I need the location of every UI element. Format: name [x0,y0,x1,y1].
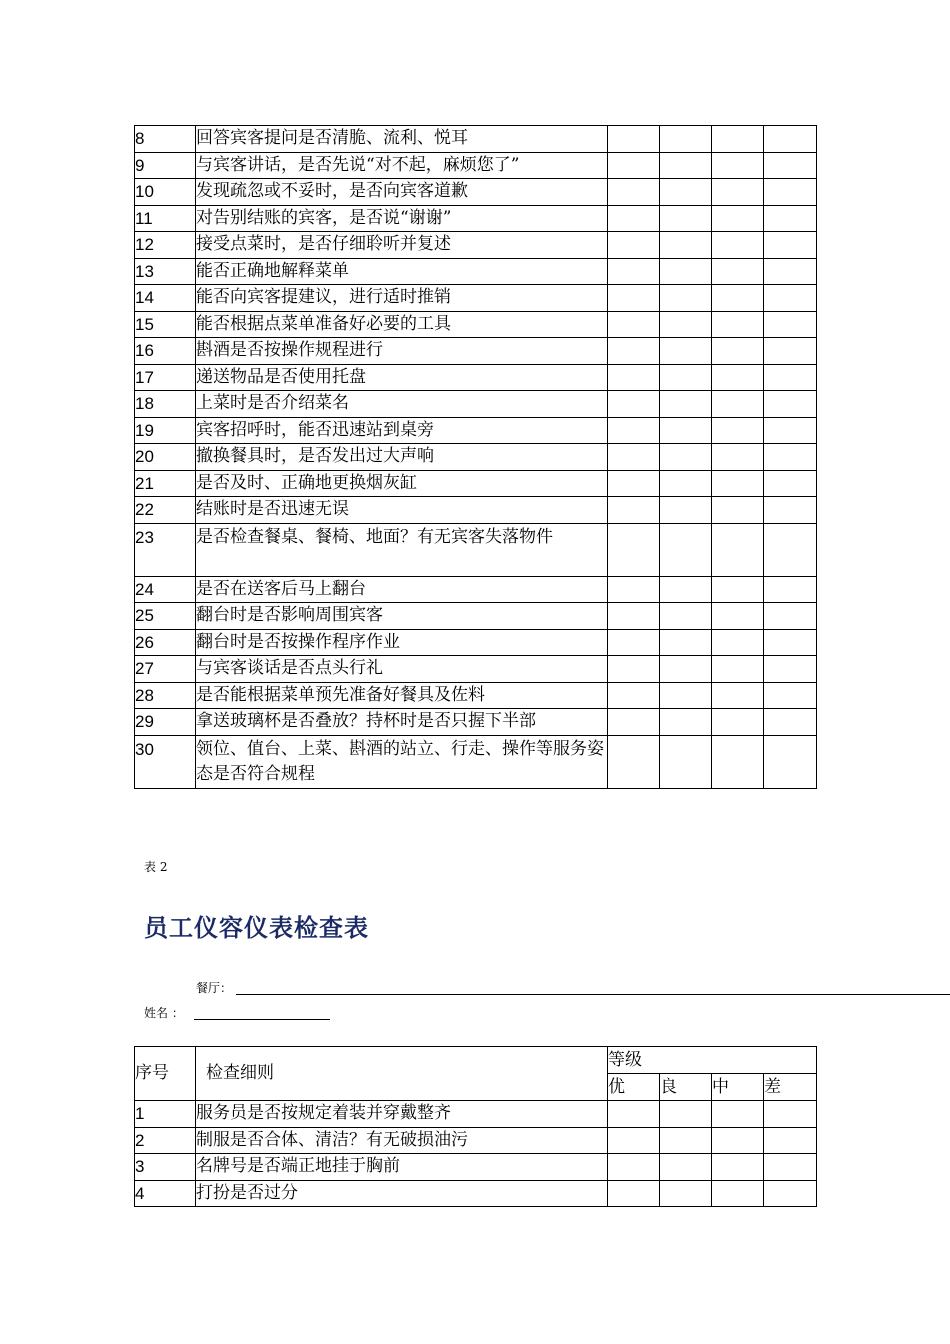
grade-cell-excellent[interactable] [608,258,660,285]
grade-cell-good[interactable] [660,338,712,365]
grade-cell-poor[interactable] [764,709,817,736]
grade-cell-average[interactable] [712,709,764,736]
grade-cell-poor[interactable] [764,497,817,524]
row-number: 9 [135,152,196,179]
row-number: 12 [135,232,196,259]
table-label: 表 2 [144,860,168,874]
check-item-text: 名牌号是否端正地挂于胸前 [196,1154,608,1181]
document-title: 员工仪容仪表检查表 [144,914,369,942]
grade-cell-average[interactable] [712,391,764,418]
grade-cell-poor[interactable] [764,656,817,683]
grade-cell-excellent[interactable] [608,629,660,656]
grade-cell-excellent[interactable] [608,285,660,312]
grade-cell-poor[interactable] [764,1154,817,1181]
grade-cell-average[interactable] [712,444,764,471]
table-row [135,258,817,285]
grade-cell-average[interactable] [712,470,764,497]
grade-cell-good[interactable] [660,311,712,338]
grade-cell-excellent[interactable] [608,152,660,179]
grade-cell-good[interactable] [660,576,712,603]
table-row [135,576,817,603]
grade-cell-good[interactable] [660,1127,712,1154]
grade-cell-average[interactable] [712,205,764,232]
grade-cell-excellent[interactable] [608,682,660,709]
grade-cell-poor[interactable] [764,311,817,338]
grade-cell-excellent[interactable] [608,417,660,444]
grade-cell-excellent[interactable] [608,232,660,259]
row-number: 11 [135,205,196,232]
check-item-text: 撤换餐具时，是否发出过大声响 [196,444,608,471]
grade-cell-poor[interactable] [764,682,817,709]
grade-cell-average[interactable] [712,1127,764,1154]
grade-cell-good[interactable] [660,179,712,206]
table-row [135,444,817,471]
header-grade-poor: 差 [764,1074,817,1101]
row-number: 24 [135,576,196,603]
table-row [135,391,817,418]
check-item-text: 与宾客谈话是否点头行礼 [196,656,608,683]
grade-cell-good[interactable] [660,126,712,153]
grade-cell-good[interactable] [660,444,712,471]
grade-cell-excellent[interactable] [608,603,660,630]
table-row [135,311,817,338]
table-row [135,735,817,788]
table-row [135,338,817,365]
grade-cell-excellent[interactable] [608,497,660,524]
row-number: 26 [135,629,196,656]
grade-cell-good[interactable] [660,735,712,788]
grade-cell-average[interactable] [712,523,764,576]
row-number: 13 [135,258,196,285]
grade-cell-good[interactable] [660,205,712,232]
grade-cell-excellent[interactable] [608,656,660,683]
check-item-text: 是否检查餐桌、餐椅、地面？有无宾客失落物件 [196,523,608,576]
check-item-text: 回答宾客提问是否清脆、流利、悦耳 [196,126,608,153]
row-number: 25 [135,603,196,630]
grade-cell-average[interactable] [712,629,764,656]
restaurant-field [196,979,232,996]
table-row [135,285,817,312]
table-row [135,179,817,206]
row-number: 18 [135,391,196,418]
grade-cell-good[interactable] [660,1180,712,1207]
row-number: 21 [135,470,196,497]
grade-cell-good[interactable] [660,603,712,630]
row-number: 16 [135,338,196,365]
grade-cell-poor[interactable] [764,444,817,471]
inspection-table-continued [134,125,817,789]
table-row [135,682,817,709]
check-item-text: 领位、值台、上菜、斟酒的站立、行走、操作等服务姿态是否符合规程 [196,735,608,788]
restaurant-label: 餐厅： [196,981,233,995]
grade-cell-excellent[interactable] [608,311,660,338]
row-number: 3 [135,1154,196,1181]
grade-cell-average[interactable] [712,364,764,391]
grade-cell-poor[interactable] [764,338,817,365]
check-item-text: 能否向宾客提建议，进行适时推销 [196,285,608,312]
table-row [135,364,817,391]
header-grade: 等级 [608,1047,817,1074]
grade-cell-excellent[interactable] [608,205,660,232]
grade-cell-poor[interactable] [764,735,817,788]
table-row [135,1127,817,1154]
table-row [135,232,817,259]
grade-cell-good[interactable] [660,285,712,312]
row-number: 23 [135,523,196,576]
grade-cell-poor[interactable] [764,258,817,285]
grade-cell-excellent[interactable] [608,470,660,497]
check-item-text: 上菜时是否介绍菜名 [196,391,608,418]
table-row [135,523,817,576]
grade-cell-good[interactable] [660,152,712,179]
grade-cell-average[interactable] [712,603,764,630]
restaurant-blank-line[interactable] [236,993,950,995]
grade-cell-poor[interactable] [764,179,817,206]
check-item-text: 斟酒是否按操作规程进行 [196,338,608,365]
grade-cell-poor[interactable] [764,126,817,153]
grade-cell-average[interactable] [712,311,764,338]
grade-cell-excellent[interactable] [608,126,660,153]
check-item-text: 是否能根据菜单预先准备好餐具及佐料 [196,682,608,709]
grade-cell-average[interactable] [712,735,764,788]
grade-cell-good[interactable] [660,417,712,444]
table-row [135,417,817,444]
grade-cell-good[interactable] [660,258,712,285]
check-item-text: 打扮是否过分 [196,1180,608,1207]
grade-cell-average[interactable] [712,497,764,524]
grade-cell-excellent[interactable] [608,523,660,576]
grade-cell-poor[interactable] [764,603,817,630]
check-item-text: 是否及时、正确地更换烟灰缸 [196,470,608,497]
grade-cell-excellent[interactable] [608,735,660,788]
check-item-text: 能否正确地解释菜单 [196,258,608,285]
row-number: 14 [135,285,196,312]
row-number: 8 [135,126,196,153]
grade-cell-average[interactable] [712,417,764,444]
row-number: 29 [135,709,196,736]
table-row [135,709,817,736]
grade-cell-poor[interactable] [764,523,817,576]
grade-cell-poor[interactable] [764,470,817,497]
grade-cell-excellent[interactable] [608,1127,660,1154]
row-number: 10 [135,179,196,206]
grade-cell-good[interactable] [660,1101,712,1128]
table-row [135,205,817,232]
grade-cell-average[interactable] [712,1154,764,1181]
grade-cell-good[interactable] [660,629,712,656]
row-number: 28 [135,682,196,709]
header-no: 序号 [135,1047,196,1101]
grade-cell-excellent[interactable] [608,1154,660,1181]
grade-cell-excellent[interactable] [608,179,660,206]
grade-cell-excellent[interactable] [608,576,660,603]
check-item-text: 与宾客讲话，是否先说“对不起，麻烦您了” [196,152,608,179]
table-row [135,1180,817,1207]
check-item-text: 是否在送客后马上翻台 [196,576,608,603]
name-field [144,1004,184,1021]
check-item-text: 制服是否合体、清洁？有无破损油污 [196,1127,608,1154]
grade-cell-excellent[interactable] [608,709,660,736]
table-row [135,656,817,683]
header-grade-excellent: 优 [608,1074,660,1101]
grade-cell-average[interactable] [712,179,764,206]
grade-cell-average[interactable] [712,576,764,603]
header-grade-average: 中 [712,1074,764,1101]
grade-cell-average[interactable] [712,285,764,312]
grade-cell-average[interactable] [712,1180,764,1207]
row-number: 17 [135,364,196,391]
grade-cell-excellent[interactable] [608,1101,660,1128]
grade-cell-excellent[interactable] [608,391,660,418]
row-number: 20 [135,444,196,471]
row-number: 2 [135,1127,196,1154]
check-item-text: 结账时是否迅速无误 [196,497,608,524]
table-row [135,126,817,153]
grade-cell-excellent[interactable] [608,364,660,391]
grade-cell-average[interactable] [712,126,764,153]
name-blank-line[interactable] [194,1018,330,1020]
header-item: 检查细则 [196,1047,608,1101]
grade-cell-average[interactable] [712,1101,764,1128]
grade-cell-poor[interactable] [764,1101,817,1128]
check-item-text: 对告别结账的宾客，是否说“谢谢” [196,205,608,232]
grade-cell-poor[interactable] [764,417,817,444]
check-item-text: 宾客招呼时，能否迅速站到桌旁 [196,417,608,444]
grade-cell-poor[interactable] [764,391,817,418]
grade-cell-good[interactable] [660,523,712,576]
grade-cell-good[interactable] [660,470,712,497]
row-number: 4 [135,1180,196,1207]
check-item-text: 翻台时是否按操作程序作业 [196,629,608,656]
appearance-inspection-table [134,1046,817,1207]
table-row [135,603,817,630]
row-number: 15 [135,311,196,338]
grade-cell-good[interactable] [660,682,712,709]
grade-cell-good[interactable] [660,391,712,418]
grade-cell-poor[interactable] [764,152,817,179]
grade-cell-poor[interactable] [764,1180,817,1207]
grade-cell-average[interactable] [712,656,764,683]
grade-cell-good[interactable] [660,497,712,524]
name-label: 姓名 ： [144,1006,184,1020]
grade-cell-poor[interactable] [764,232,817,259]
check-item-text: 发现疏忽或不妥时，是否向宾客道歉 [196,179,608,206]
grade-cell-poor[interactable] [764,205,817,232]
check-item-text: 拿送玻璃杯是否叠放？持杯时是否只握下半部 [196,709,608,736]
grade-cell-average[interactable] [712,152,764,179]
row-number: 30 [135,735,196,788]
grade-cell-average[interactable] [712,232,764,259]
row-number: 19 [135,417,196,444]
grade-cell-excellent[interactable] [608,1180,660,1207]
check-item-text: 翻台时是否影响周围宾客 [196,603,608,630]
grade-cell-good[interactable] [660,709,712,736]
table-row [135,1154,817,1181]
table-row [135,1101,817,1128]
grade-cell-good[interactable] [660,1154,712,1181]
row-number: 22 [135,497,196,524]
grade-cell-excellent[interactable] [608,444,660,471]
grade-cell-excellent[interactable] [608,338,660,365]
grade-cell-average[interactable] [712,338,764,365]
table-row [135,470,817,497]
grade-cell-poor[interactable] [764,285,817,312]
grade-cell-poor[interactable] [764,1127,817,1154]
table-row [135,152,817,179]
grade-cell-average[interactable] [712,258,764,285]
table-row [135,629,817,656]
grade-cell-average[interactable] [712,682,764,709]
row-number: 1 [135,1101,196,1128]
row-number: 27 [135,656,196,683]
grade-cell-poor[interactable] [764,364,817,391]
grade-cell-good[interactable] [660,232,712,259]
grade-cell-good[interactable] [660,656,712,683]
check-item-text: 服务员是否按规定着装并穿戴整齐 [196,1101,608,1128]
header-grade-good: 良 [660,1074,712,1101]
grade-cell-good[interactable] [660,364,712,391]
table-row [135,497,817,524]
grade-cell-poor[interactable] [764,629,817,656]
check-item-text: 能否根据点菜单准备好必要的工具 [196,311,608,338]
grade-cell-poor[interactable] [764,576,817,603]
check-item-text: 接受点菜时，是否仔细聆听并复述 [196,232,608,259]
check-item-text: 递送物品是否使用托盘 [196,364,608,391]
